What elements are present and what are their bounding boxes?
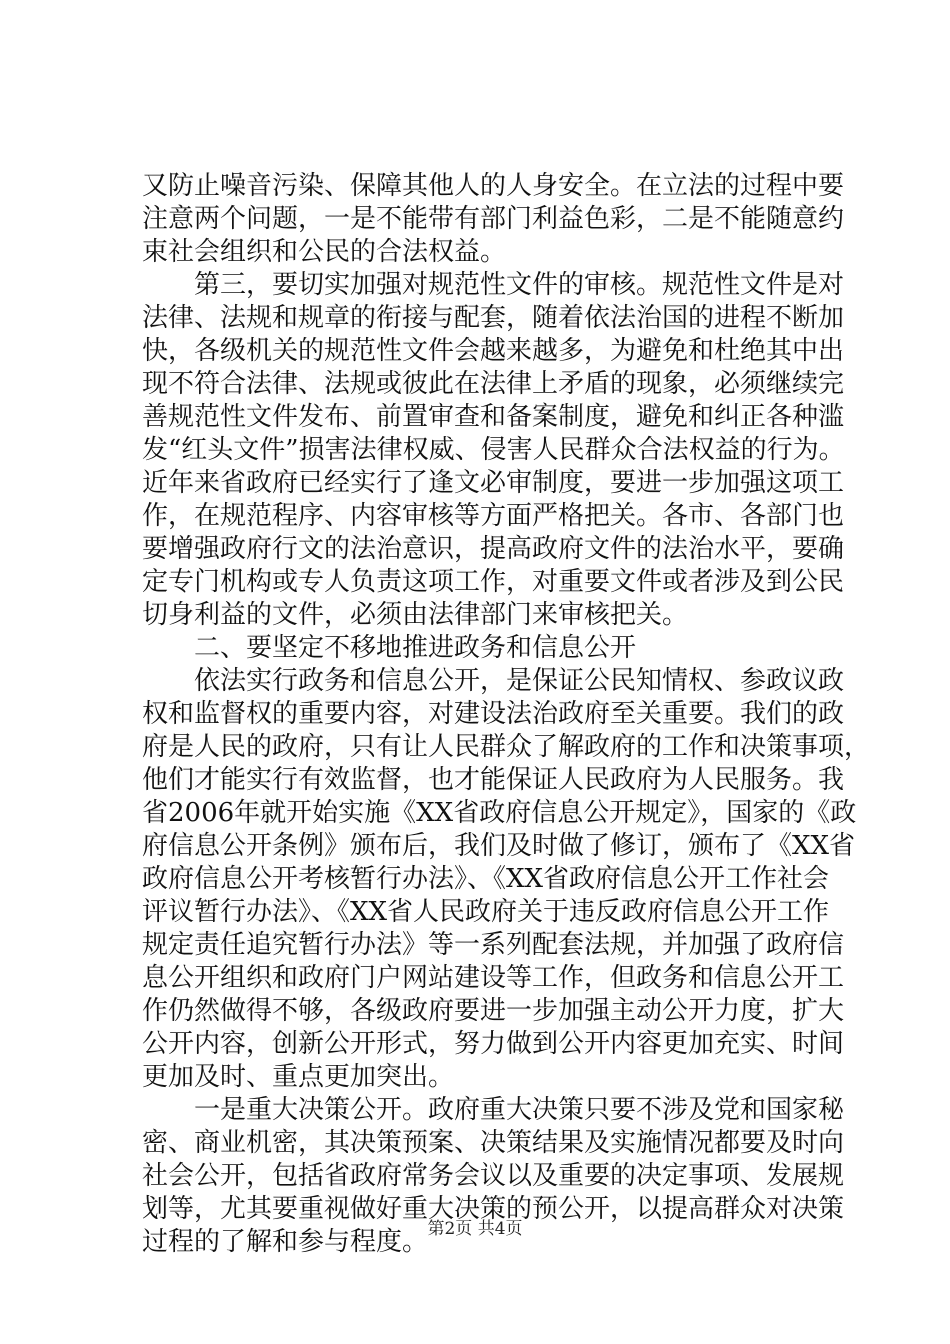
text-line: 现不符合法律、法规或彼此在法律上矛盾的现象，必须继续完 [142,369,845,399]
text-line: 公开内容，创新公开形式，努力做到公开内容更加充实、时间 [142,1029,845,1059]
text-line: 过程的了解和参与程度。 [142,1227,429,1257]
text-line: 作，在规范程序、内容审核等方面严格把关。各市、各部门也 [142,501,845,531]
text-line: 社会公开，包括省政府常务会议以及重要的决定事项、发展规 [142,1161,845,1191]
text-line: 依法实行政务和信息公开，是保证公民知情权、参政议政 [194,666,845,696]
text-line: 二、要坚定不移地推进政务和信息公开 [194,633,637,663]
text-line: 更加及时、重点更加突出。 [142,1062,455,1092]
text-line: 他们才能实行有效监督，也才能保证人民政府为人民服务。我 [142,765,845,795]
text-line: 一是重大决策公开。政府重大决策只要不涉及党和国家秘 [194,1095,845,1125]
text-line: 快，各级机关的规范性文件会越来越多，为避免和杜绝其中出 [142,336,845,366]
text-line: 近年来省政府已经实行了逢文必审制度，要进一步加强这项工 [142,468,845,498]
text-line: 府信息公开条例》颁布后，我们及时做了修订，颁布了《XX省 [142,831,856,861]
text-line: 定专门机构或专人负责这项工作，对重要文件或者涉及到公民 [142,567,845,597]
page-footer: 第2页 共4页 [427,1219,523,1239]
text-line: 善规范性文件发布、前置审查和备案制度，避免和纠正各种滥 [142,402,845,432]
text-line: 息公开组织和政府门户网站建设等工作，但政务和信息公开工 [142,963,845,993]
text-line: 规定责任追究暂行办法》等一系列配套法规，并加强了政府信 [142,930,845,960]
text-line: 省2006年就开始实施《XX省政府信息公开规定》，国家的《政 [142,798,857,828]
text-line: 府是人民的政府，只有让人民群众了解政府的工作和决策事项， [142,732,871,762]
text-line: 要增强政府行文的法治意识，提高政府文件的法治水平，要确 [142,534,845,564]
text-line: 法律、法规和规章的衔接与配套，随着依法治国的进程不断加 [142,303,845,333]
text-line: 作仍然做得不够，各级政府要进一步加强主动公开力度，扩大 [142,996,845,1026]
text-line: 划等，尤其要重视做好重大决策的预公开，以提高群众对决策 [142,1194,845,1224]
text-line: 评议暂行办法》、《XX省人民政府关于违反政府信息公开工作 [142,897,830,927]
text-line: 切身利益的文件，必须由法律部门来审核把关。 [142,600,689,630]
text-line: 束社会组织和公民的合法权益。 [142,237,507,267]
text-line: 注意两个问题，一是不能带有部门利益色彩，二是不能随意约 [142,204,845,234]
text-line: 第三，要切实加强对规范性文件的审核。规范性文件是对 [194,270,845,300]
text-line: 权和监督权的重要内容，对建设法治政府至关重要。我们的政 [142,699,845,729]
text-line: 密、商业机密，其决策预案、决策结果及实施情况都要及时向 [142,1128,845,1158]
text-line: 政府信息公开考核暂行办法》、《XX省政府信息公开工作社会 [142,864,830,894]
text-line: 发“红头文件”损害法律权威、侵害人民群众合法权益的行为。 [142,435,845,465]
document-body [142,170,871,1259]
text-line: 又防止噪音污染、保障其他人的人身安全。在立法的过程中要 [142,171,845,201]
